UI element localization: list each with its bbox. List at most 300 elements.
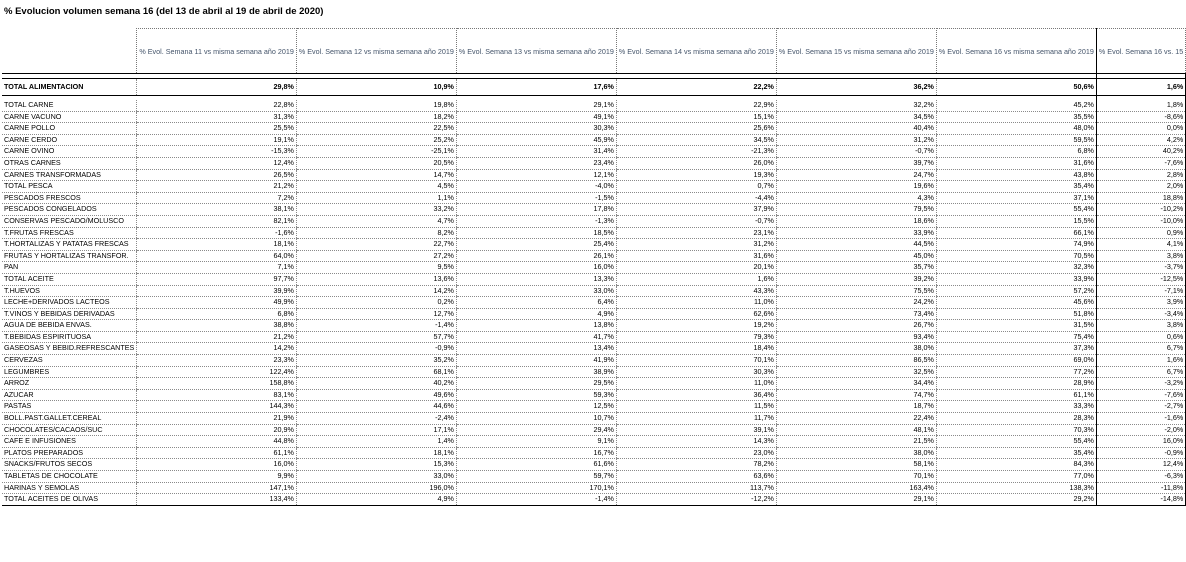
row-value: 19,1% [137, 134, 296, 146]
row-value: 37,1% [936, 192, 1096, 204]
table-row [2, 100, 1186, 111]
row-value: -2,0% [1096, 424, 1185, 436]
row-value: 36,4% [616, 389, 776, 401]
row-value: 55,4% [936, 436, 1096, 448]
row-value: 4,7% [296, 215, 456, 227]
row-label: PESCADOS FRESCOS [2, 192, 137, 204]
row-value: 6,7% [1096, 366, 1185, 378]
row-value: 78,2% [616, 459, 776, 471]
table-row [2, 273, 1186, 285]
row-value: 133,4% [137, 494, 296, 506]
row-value: 25,4% [456, 239, 616, 251]
row-value: 31,3% [137, 111, 296, 123]
row-value: 12,4% [1096, 459, 1185, 471]
row-value: 170,1% [456, 482, 616, 494]
row-label: TOTAL CARNE [2, 100, 137, 111]
row-value: -10,2% [1096, 204, 1185, 216]
row-value: 32,5% [776, 366, 936, 378]
row-label: BOLL.PAST.GALLET.CEREAL [2, 413, 137, 425]
row-value: -7,1% [1096, 285, 1185, 297]
row-label: ARROZ [2, 378, 137, 390]
row-value: 3,9% [1096, 297, 1185, 309]
row-value: 24,7% [776, 169, 936, 181]
row-value: 35,2% [296, 355, 456, 367]
row-value: 68,1% [296, 366, 456, 378]
table-row [2, 239, 1186, 251]
row-value: 163,4% [776, 482, 936, 494]
row-value: 20,5% [296, 157, 456, 169]
row-value: 77,0% [936, 471, 1096, 483]
row-value: 45,6% [936, 297, 1096, 309]
row-value: 6,8% [137, 308, 296, 320]
row-value: 64,0% [137, 250, 296, 262]
table-row [2, 227, 1186, 239]
row-value: 15,5% [936, 215, 1096, 227]
table-row [2, 192, 1186, 204]
row-value: -8,6% [1096, 111, 1185, 123]
row-label: T.FRUTAS FRESCAS [2, 227, 137, 239]
total-value: 10,9% [296, 79, 456, 96]
row-value: -2,4% [296, 413, 456, 425]
row-value: 1,6% [616, 273, 776, 285]
row-value: 0,7% [616, 181, 776, 193]
row-value: 59,3% [456, 389, 616, 401]
row-value: 45,2% [936, 100, 1096, 111]
evolution-table [2, 28, 1186, 506]
row-value: 1,4% [296, 436, 456, 448]
row-label: T.HUEVOS [2, 285, 137, 297]
row-value: 82,1% [137, 215, 296, 227]
row-value: 59,5% [936, 134, 1096, 146]
table-row [2, 401, 1186, 413]
row-value: 17,1% [296, 424, 456, 436]
row-value: 29,1% [456, 100, 616, 111]
row-label: CHOCOLATES/CACAOS/SUC [2, 424, 137, 436]
table-row [2, 297, 1186, 309]
row-value: 1,6% [1096, 355, 1185, 367]
header-week-11: % Evol. Semana 11 vs misma semana año 2019 [137, 29, 296, 74]
table-row [2, 413, 1186, 425]
row-value: -1,6% [1096, 413, 1185, 425]
row-value: 37,3% [936, 343, 1096, 355]
row-value: 49,6% [296, 389, 456, 401]
row-value: 48,1% [776, 424, 936, 436]
row-value: 15,3% [296, 459, 456, 471]
row-value: -1,3% [456, 215, 616, 227]
row-value: 35,4% [936, 181, 1096, 193]
row-label: GASEOSAS Y BEBID.REFRESCANTES [2, 343, 137, 355]
row-value: 49,1% [456, 111, 616, 123]
row-value: -10,0% [1096, 215, 1185, 227]
row-value: 59,7% [456, 471, 616, 483]
row-value: -2,7% [1096, 401, 1185, 413]
row-value: 73,4% [776, 308, 936, 320]
row-value: 83,1% [137, 389, 296, 401]
total-value: 1,6% [1096, 79, 1185, 96]
row-value: 4,9% [296, 494, 456, 506]
row-value: 34,5% [776, 111, 936, 123]
table-row [2, 204, 1186, 216]
row-value: 26,0% [616, 157, 776, 169]
row-label: TOTAL ACEITE [2, 273, 137, 285]
total-value: 36,2% [776, 79, 936, 96]
row-value: 11,0% [616, 378, 776, 390]
row-value: 61,1% [936, 389, 1096, 401]
row-value: 13,4% [456, 343, 616, 355]
row-label: OTRAS CARNES [2, 157, 137, 169]
row-value: 30,3% [456, 123, 616, 135]
header-week-16: % Evol. Semana 16 vs misma semana año 2019 [936, 29, 1096, 74]
row-value: -3,2% [1096, 378, 1185, 390]
header-week-13: % Evol. Semana 13 vs misma semana año 2019 [456, 29, 616, 74]
row-value: 63,6% [616, 471, 776, 483]
row-value: 19,8% [296, 100, 456, 111]
row-value: 19,2% [616, 320, 776, 332]
row-value: 49,9% [137, 297, 296, 309]
row-value: 97,7% [137, 273, 296, 285]
row-label: PAN [2, 262, 137, 274]
table-row [2, 436, 1186, 448]
header-week-15: % Evol. Semana 15 vs misma semana año 2019 [776, 29, 936, 74]
row-label: CARNE POLLO [2, 123, 137, 135]
header-corner [2, 29, 137, 74]
row-value: 122,4% [137, 366, 296, 378]
total-value: 50,6% [936, 79, 1096, 96]
row-value: -12,2% [616, 494, 776, 506]
table-row [2, 459, 1186, 471]
table-row [2, 378, 1186, 390]
row-value: 14,7% [296, 169, 456, 181]
table-row [2, 169, 1186, 181]
row-value: 43,3% [616, 285, 776, 297]
row-value: 26,5% [137, 169, 296, 181]
row-value: 9,5% [296, 262, 456, 274]
row-value: 31,5% [936, 320, 1096, 332]
row-value: -1,6% [137, 227, 296, 239]
row-value: 29,4% [456, 424, 616, 436]
row-value: 21,2% [137, 181, 296, 193]
row-value: 38,9% [456, 366, 616, 378]
table-row [2, 482, 1186, 494]
total-value: 22,2% [616, 79, 776, 96]
row-value: 48,0% [936, 123, 1096, 135]
row-value: 38,8% [137, 320, 296, 332]
row-value: 23,4% [456, 157, 616, 169]
row-value: 40,2% [1096, 146, 1185, 158]
row-label: LEGUMBRES [2, 366, 137, 378]
row-value: 17,8% [456, 204, 616, 216]
total-label: TOTAL ALIMENTACION [2, 79, 137, 96]
row-value: 1,8% [1096, 100, 1185, 111]
row-value: -7,6% [1096, 389, 1185, 401]
row-value: 33,3% [936, 401, 1096, 413]
row-value: 12,4% [137, 157, 296, 169]
row-value: 8,2% [296, 227, 456, 239]
row-value: 2,0% [1096, 181, 1185, 193]
row-value: -7,6% [1096, 157, 1185, 169]
row-value: 6,7% [1096, 343, 1185, 355]
row-value: 12,5% [456, 401, 616, 413]
row-value: 75,5% [776, 285, 936, 297]
row-value: 16,7% [456, 447, 616, 459]
row-value: 20,1% [616, 262, 776, 274]
row-value: -4,4% [616, 192, 776, 204]
row-value: 22,7% [296, 239, 456, 251]
row-value: -0,9% [1096, 447, 1185, 459]
total-row [2, 79, 1186, 96]
row-value: 29,2% [936, 494, 1096, 506]
row-value: 29,5% [456, 378, 616, 390]
row-value: 79,3% [616, 331, 776, 343]
row-value: 144,3% [137, 401, 296, 413]
row-value: 18,2% [296, 111, 456, 123]
row-value: 79,5% [776, 204, 936, 216]
row-value: 39,7% [776, 157, 936, 169]
row-value: 4,9% [456, 308, 616, 320]
row-value: 26,1% [456, 250, 616, 262]
row-value: 93,4% [776, 331, 936, 343]
row-value: 22,9% [616, 100, 776, 111]
table-row [2, 424, 1186, 436]
row-value: 18,5% [456, 227, 616, 239]
row-value: 23,0% [616, 447, 776, 459]
row-label: FRUTAS Y HORTALIZAS TRANSFOR. [2, 250, 137, 262]
row-label: CONSERVAS PESCADO/MOLUSCO [2, 215, 137, 227]
table-row [2, 134, 1186, 146]
row-value: 33,0% [296, 471, 456, 483]
row-value: 19,6% [776, 181, 936, 193]
row-label: T.HORTALIZAS Y PATATAS FRESCAS [2, 239, 137, 251]
row-value: -0,7% [776, 146, 936, 158]
row-value: 16,0% [137, 459, 296, 471]
row-value: 77,2% [936, 366, 1096, 378]
table-row [2, 308, 1186, 320]
row-value: 18,1% [296, 447, 456, 459]
row-label: CARNES TRANSFORMADAS [2, 169, 137, 181]
row-value: -3,7% [1096, 262, 1185, 274]
row-value: 44,6% [296, 401, 456, 413]
row-value: 21,9% [137, 413, 296, 425]
table-row [2, 389, 1186, 401]
row-value: 18,4% [616, 343, 776, 355]
row-label: HARINAS Y SEMOLAS [2, 482, 137, 494]
row-value: 40,2% [296, 378, 456, 390]
row-label: PESCADOS CONGELADOS [2, 204, 137, 216]
row-value: 35,5% [936, 111, 1096, 123]
row-value: 13,6% [296, 273, 456, 285]
row-value: 41,7% [456, 331, 616, 343]
row-value: 57,7% [296, 331, 456, 343]
row-value: 4,1% [1096, 239, 1185, 251]
row-value: 18,8% [1096, 192, 1185, 204]
row-value: 15,1% [616, 111, 776, 123]
row-value: 58,1% [776, 459, 936, 471]
row-value: 33,0% [456, 285, 616, 297]
row-value: 33,9% [776, 227, 936, 239]
row-value: -11,8% [1096, 482, 1185, 494]
row-value: -12,5% [1096, 273, 1185, 285]
row-label: PASTAS [2, 401, 137, 413]
row-value: 62,6% [616, 308, 776, 320]
row-value: 14,2% [296, 285, 456, 297]
row-value: -25,1% [296, 146, 456, 158]
row-value: 70,5% [936, 250, 1096, 262]
row-value: 40,4% [776, 123, 936, 135]
row-value: 32,2% [776, 100, 936, 111]
row-value: 70,3% [936, 424, 1096, 436]
row-value: 38,0% [776, 447, 936, 459]
total-value: 29,8% [137, 79, 296, 96]
row-value: 12,7% [296, 308, 456, 320]
row-label: CARNE OVINO [2, 146, 137, 158]
row-value: 43,8% [936, 169, 1096, 181]
row-value: -15,3% [137, 146, 296, 158]
row-value: 113,7% [616, 482, 776, 494]
row-value: 11,7% [616, 413, 776, 425]
row-value: 44,8% [137, 436, 296, 448]
row-value: 21,5% [776, 436, 936, 448]
row-value: 75,4% [936, 331, 1096, 343]
table-row [2, 447, 1186, 459]
row-value: 86,5% [776, 355, 936, 367]
row-value: 61,1% [137, 447, 296, 459]
row-value: 13,3% [456, 273, 616, 285]
row-value: 12,1% [456, 169, 616, 181]
row-value: 39,2% [776, 273, 936, 285]
row-value: 31,6% [936, 157, 1096, 169]
row-value: 35,4% [936, 447, 1096, 459]
row-value: 31,2% [616, 239, 776, 251]
row-value: 16,0% [1096, 436, 1185, 448]
row-value: 0,9% [1096, 227, 1185, 239]
row-value: 4,5% [296, 181, 456, 193]
row-value: 22,5% [296, 123, 456, 135]
row-value: 14,3% [616, 436, 776, 448]
row-label: T.VINOS Y BEBIDAS DERIVADAS [2, 308, 137, 320]
row-value: 70,1% [616, 355, 776, 367]
row-value: 39,1% [616, 424, 776, 436]
row-value: 7,2% [137, 192, 296, 204]
row-label: AZUCAR [2, 389, 137, 401]
row-value: -1,4% [296, 320, 456, 332]
table-row [2, 250, 1186, 262]
row-value: 19,3% [616, 169, 776, 181]
row-value: 33,2% [296, 204, 456, 216]
row-label: CARNE CERDO [2, 134, 137, 146]
table-row [2, 343, 1186, 355]
row-value: 39,9% [137, 285, 296, 297]
row-value: 18,7% [776, 401, 936, 413]
row-value: 69,0% [936, 355, 1096, 367]
row-value: 14,2% [137, 343, 296, 355]
row-value: 11,0% [616, 297, 776, 309]
row-value: 16,0% [456, 262, 616, 274]
row-value: 45,9% [456, 134, 616, 146]
row-label: CAFE E INFUSIONES [2, 436, 137, 448]
row-value: 3,8% [1096, 250, 1185, 262]
row-value: 74,7% [776, 389, 936, 401]
row-label: TOTAL PESCA [2, 181, 137, 193]
row-value: 25,6% [616, 123, 776, 135]
header-week-14: % Evol. Semana 14 vs misma semana año 2019 [616, 29, 776, 74]
header-week-12: % Evol. Semana 12 vs misma semana año 2019 [296, 29, 456, 74]
row-value: 31,4% [456, 146, 616, 158]
row-value: 4,2% [1096, 134, 1185, 146]
row-value: -6,3% [1096, 471, 1185, 483]
table-row [2, 331, 1186, 343]
row-value: 61,6% [456, 459, 616, 471]
row-value: -14,8% [1096, 494, 1185, 506]
table-row [2, 320, 1186, 332]
table-row [2, 181, 1186, 193]
row-value: 31,6% [616, 250, 776, 262]
row-value: 21,2% [137, 331, 296, 343]
row-value: 18,1% [137, 239, 296, 251]
row-value: 32,3% [936, 262, 1096, 274]
row-label: TOTAL ACEITES DE OLIVAS [2, 494, 137, 506]
header-week-16-vs-15: % Evol. Semana 16 vs. 15 [1096, 29, 1185, 74]
row-value: 23,3% [137, 355, 296, 367]
row-value: 34,5% [616, 134, 776, 146]
row-value: 57,2% [936, 285, 1096, 297]
row-value: 25,5% [137, 123, 296, 135]
row-value: 0,0% [1096, 123, 1185, 135]
header-row [2, 29, 1186, 74]
row-value: 24,2% [776, 297, 936, 309]
report-title: % Evolucion volumen semana 16 (del 13 de abril al 19 de abril de 2020) [4, 6, 324, 17]
table-row [2, 146, 1186, 158]
row-value: 31,2% [776, 134, 936, 146]
row-label: AGUA DE BEBIDA ENVAS. [2, 320, 137, 332]
row-value: 6,4% [456, 297, 616, 309]
row-value: 34,4% [776, 378, 936, 390]
row-value: 0,2% [296, 297, 456, 309]
row-value: -1,4% [456, 494, 616, 506]
row-value: 74,9% [936, 239, 1096, 251]
row-value: 11,5% [616, 401, 776, 413]
row-value: 26,7% [776, 320, 936, 332]
row-value: 1,1% [296, 192, 456, 204]
row-value: -1,5% [456, 192, 616, 204]
row-value: 41,9% [456, 355, 616, 367]
row-value: -3,4% [1096, 308, 1185, 320]
row-value: 27,2% [296, 250, 456, 262]
row-value: -21,3% [616, 146, 776, 158]
row-value: 0,6% [1096, 331, 1185, 343]
row-value: 18,6% [776, 215, 936, 227]
table-row [2, 366, 1186, 378]
row-value: 25,2% [296, 134, 456, 146]
row-value: 55,4% [936, 204, 1096, 216]
row-value: 44,5% [776, 239, 936, 251]
row-value: 9,9% [137, 471, 296, 483]
row-value: 138,3% [936, 482, 1096, 494]
total-value: 17,6% [456, 79, 616, 96]
row-value: -0,7% [616, 215, 776, 227]
row-value: 84,3% [936, 459, 1096, 471]
row-label: TABLETAS DE CHOCOLATE [2, 471, 137, 483]
table-row [2, 157, 1186, 169]
row-value: 28,9% [936, 378, 1096, 390]
row-value: 70,1% [776, 471, 936, 483]
row-value: 51,8% [936, 308, 1096, 320]
row-label: CARNE VACUNO [2, 111, 137, 123]
row-value: 3,8% [1096, 320, 1185, 332]
row-value: 33,9% [936, 273, 1096, 285]
row-value: 4,3% [776, 192, 936, 204]
table-row [2, 123, 1186, 135]
row-label: SNACKS/FRUTOS SECOS [2, 459, 137, 471]
